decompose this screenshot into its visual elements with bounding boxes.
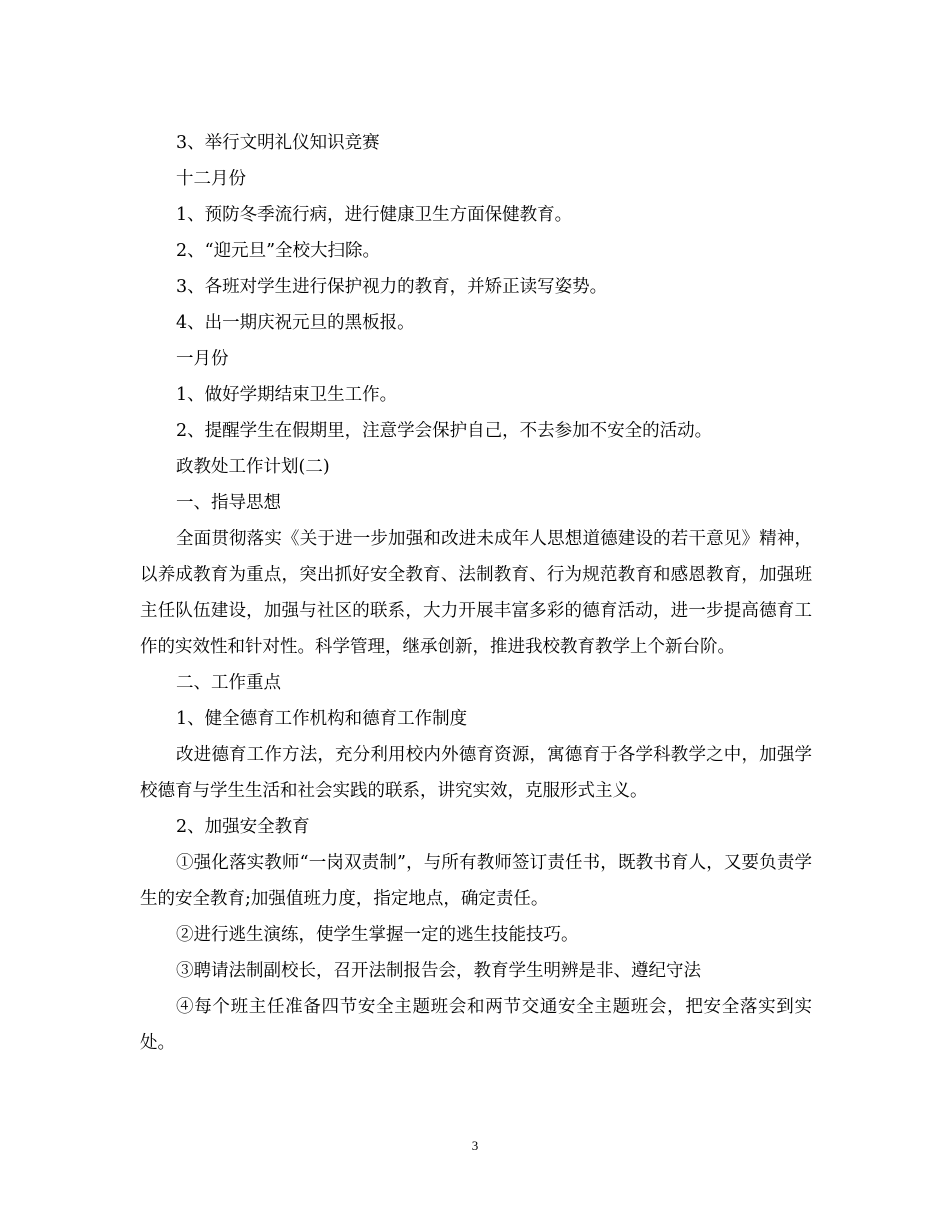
paragraph: ③聘请法制副校长，召开法制报告会，教育学生明辨是非、遵纪守法: [176, 961, 701, 981]
paragraph: 2、“迎元旦”全校大扫除。: [176, 241, 381, 261]
section-heading: 一月份: [176, 349, 229, 369]
paragraph: ④每个班主任准备四节安全主题班会和两节交通安全主题班会，把安全落实到实处。: [140, 997, 812, 1053]
subsection-heading: 2、加强安全教育: [176, 817, 310, 837]
section-heading: 二、工作重点: [176, 673, 281, 693]
paragraph: 1、预防冬季流行病，进行健康卫生方面保健教育。: [176, 205, 573, 225]
paragraph: 3、举行文明礼仪知识竞赛: [176, 133, 380, 153]
paragraph: 4、出一期庆祝元旦的黑板报。: [176, 313, 415, 333]
paragraph: 1、做好学期结束卫生工作。: [176, 385, 398, 405]
document-body: [140, 125, 812, 1061]
paragraph: 改进德育工作方法，充分利用校内外德育资源，寓德育于各学科教学之中，加强学校德育与学生生活和社会实践的联系，讲究实效，克服形式主义。: [140, 745, 812, 801]
paragraph: 2、提醒学生在假期里，注意学会保护自己，不去参加不安全的活动。: [176, 421, 713, 441]
page-number: 3: [471, 1138, 479, 1153]
paragraph: 3、各班对学生进行保护视力的教育，并矫正读写姿势。: [176, 277, 608, 297]
document-title: 政教处工作计划(二): [176, 457, 330, 477]
section-heading: 十二月份: [176, 169, 246, 189]
section-heading: 一、指导思想: [176, 493, 281, 513]
subsection-heading: 1、健全德育工作机构和德育工作制度: [176, 709, 468, 729]
paragraph: ②进行逃生演练，使学生掌握一定的逃生技能技巧。: [176, 925, 579, 945]
paragraph: ①强化落实教师“一岗双责制”，与所有教师签订责任书，既教书育人，又要负责学生的安全教育;加强值班力度，指定地点，确定责任。: [140, 853, 812, 909]
paragraph: 全面贯彻落实《关于进一步加强和改进未成年人思想道德建设的若干意见》精神，以养成教育为重点，突出抓好安全教育、法制教育、行为规范教育和感恩教育，加强班主任队伍建设，加强与社区的联系，大力开展丰富多彩的德育活动，进一步提高德育工作的实效性和针对性。科学管理，继承创新，推进我校教育教学上个新台阶。: [140, 529, 812, 657]
